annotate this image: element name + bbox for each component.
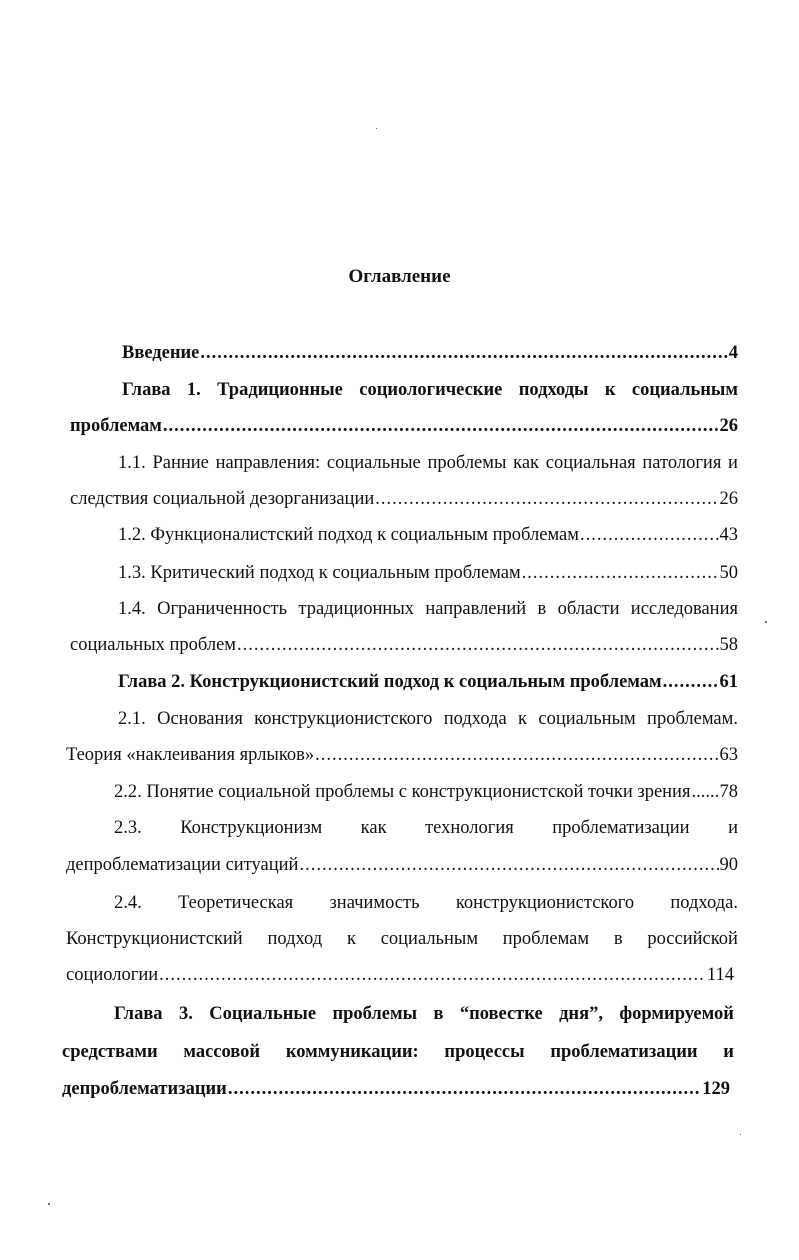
toc-entry-2-4-line-2[interactable] — [66, 927, 738, 951]
toc-page-number: 26 — [719, 489, 738, 509]
toc-entry-1-4-line-2[interactable] — [70, 633, 738, 657]
word: 1.4. — [118, 599, 146, 619]
scan-speck — [765, 621, 767, 623]
dot-leader — [315, 743, 718, 767]
word: Основания — [157, 709, 243, 729]
word: Ранние — [152, 453, 209, 473]
toc-entry-1-3[interactable] — [118, 561, 738, 585]
word: Ограниченность — [157, 599, 288, 619]
scan-speck — [376, 128, 377, 129]
toc-entry-2-3-line-1[interactable] — [114, 816, 738, 840]
word: Глава — [122, 380, 171, 400]
toc-entry-1-2[interactable] — [118, 523, 738, 547]
word: 1.1. — [118, 453, 146, 473]
word: традиционных — [298, 599, 415, 619]
toc-entry-label: 2.2. Понятие социальной проблемы с конструкционистской точки зрения — [114, 782, 691, 802]
word: проблемы — [332, 1004, 418, 1024]
word: в — [613, 929, 623, 949]
word: проблемам — [502, 929, 590, 949]
toc-page-number: 43 — [719, 525, 738, 545]
word: направлений — [425, 599, 527, 619]
word: 1. — [186, 380, 201, 400]
toc-page-number: 50 — [719, 563, 738, 583]
word: 3. — [178, 1004, 193, 1024]
word: Социальные — [209, 1004, 317, 1024]
word: процессы — [444, 1042, 525, 1062]
dot-leader — [299, 853, 718, 877]
toc-entry-chapter-3-line-2[interactable] — [62, 1040, 734, 1064]
word: социальная — [545, 453, 636, 473]
word: Теоретическая — [178, 893, 294, 913]
word: в — [537, 599, 547, 619]
dot-leader — [522, 561, 719, 585]
scan-speck — [48, 1203, 50, 1205]
word: к — [604, 380, 616, 400]
word: подхода. — [670, 893, 738, 913]
word: в — [433, 1004, 444, 1024]
toc-entry-2-3-line-2[interactable] — [66, 853, 738, 877]
toc-page-number: 114 — [706, 965, 734, 985]
toc-entry-chapter-1-line-2[interactable] — [70, 414, 738, 438]
dot-leader — [228, 1077, 701, 1101]
word: Конструкционизм — [180, 818, 323, 838]
word: направления: — [215, 453, 321, 473]
dot-leader — [663, 670, 719, 694]
word: 2.4. — [114, 893, 142, 913]
word: российской — [647, 929, 738, 949]
toc-entry-2-4-line-1[interactable] — [114, 891, 738, 915]
toc-entry-2-1-line-2[interactable] — [66, 743, 738, 767]
toc-page-number: 90 — [719, 855, 738, 875]
word: Традиционные — [217, 380, 343, 400]
word: подхода — [443, 709, 507, 729]
word: значимость — [329, 893, 420, 913]
toc-entry-label: социальных проблем — [70, 635, 237, 655]
toc-entry-label: депроблематизации ситуаций — [66, 855, 299, 875]
word: коммуникации: — [285, 1042, 419, 1062]
word: патология — [642, 453, 722, 473]
dot-leader — [159, 963, 706, 987]
word: как — [513, 453, 540, 473]
toc-page-number: 78 — [719, 782, 738, 802]
word: подход — [267, 929, 323, 949]
word: социальным — [380, 929, 479, 949]
dot-leader — [691, 780, 718, 804]
toc-entry-chapter-2[interactable] — [118, 670, 738, 694]
word: “повестке — [459, 1004, 543, 1024]
dot-leader — [200, 341, 727, 365]
word: как — [360, 818, 387, 838]
toc-title: Оглавление — [348, 266, 451, 287]
toc-entry-chapter-3-line-1[interactable] — [114, 1002, 734, 1026]
toc-page-number: 129 — [702, 1079, 730, 1099]
word: социальные — [326, 453, 421, 473]
word: подходы — [518, 380, 589, 400]
word: социальным — [631, 380, 738, 400]
word: проблематизации — [552, 818, 690, 838]
toc-entry-1-1-line-1[interactable] — [118, 451, 738, 475]
toc-entry-label: Теория «наклеивания ярлыков» — [66, 745, 315, 765]
toc-entry-intro[interactable] — [122, 341, 738, 365]
toc-page-number: 26 — [719, 416, 738, 436]
word: дня”, — [559, 1004, 603, 1024]
dot-leader — [237, 633, 718, 657]
toc-entry-label: социологии — [66, 965, 159, 985]
word: социологические — [359, 380, 503, 400]
word: исследования — [630, 599, 738, 619]
word: и — [728, 453, 738, 473]
word: области — [557, 599, 620, 619]
toc-entry-label: депроблематизации — [62, 1079, 227, 1099]
toc-entry-label: Введение — [122, 343, 200, 363]
word: проблематизации — [550, 1042, 698, 1062]
word: конструкционистского — [455, 893, 635, 913]
toc-page-number: 61 — [719, 672, 738, 692]
word: проблемам. — [647, 709, 738, 729]
word: массовой — [183, 1042, 261, 1062]
word: и — [723, 1042, 734, 1062]
toc-entry-2-2[interactable] — [114, 780, 738, 804]
word: к — [346, 929, 356, 949]
word: 2.3. — [114, 818, 142, 838]
toc-entry-label: проблемам — [70, 416, 162, 436]
word: социальным — [538, 709, 636, 729]
toc-entry-1-4-line-1[interactable] — [118, 597, 738, 621]
word: Конструкционистский — [66, 929, 243, 949]
word: технология — [425, 818, 514, 838]
toc-entry-chapter-3-line-3[interactable] — [62, 1077, 730, 1101]
toc-page-number: 4 — [728, 343, 738, 363]
scan-speck — [740, 1134, 741, 1135]
word: и — [728, 818, 738, 838]
dot-leader — [375, 487, 718, 511]
dot-leader — [163, 414, 719, 438]
toc-page-number: 58 — [719, 635, 738, 655]
word: проблемы — [427, 453, 507, 473]
word: формируемой — [619, 1004, 734, 1024]
word: Глава — [114, 1004, 163, 1024]
toc-entry-label: 1.2. Функционалистский подход к социальным проблемам — [118, 525, 579, 545]
toc-entry-chapter-1-line-1[interactable] — [122, 378, 738, 402]
dot-leader — [580, 523, 719, 547]
word: средствами — [62, 1042, 158, 1062]
word: конструкционистского — [254, 709, 433, 729]
toc-entry-label: следствия социальной дезорганизации — [70, 489, 375, 509]
word: 2.1. — [118, 709, 146, 729]
toc-entry-2-4-line-3[interactable] — [66, 963, 734, 987]
toc-page-number: 63 — [719, 745, 738, 765]
toc-entry-label: Глава 2. Конструкционистский подход к социальным проблемам — [118, 672, 662, 692]
toc-entry-2-1-line-1[interactable] — [118, 707, 738, 731]
toc-entry-label: 1.3. Критический подход к социальным проблемам — [118, 563, 521, 583]
word: к — [518, 709, 528, 729]
toc-entry-1-1-line-2[interactable] — [70, 487, 738, 511]
